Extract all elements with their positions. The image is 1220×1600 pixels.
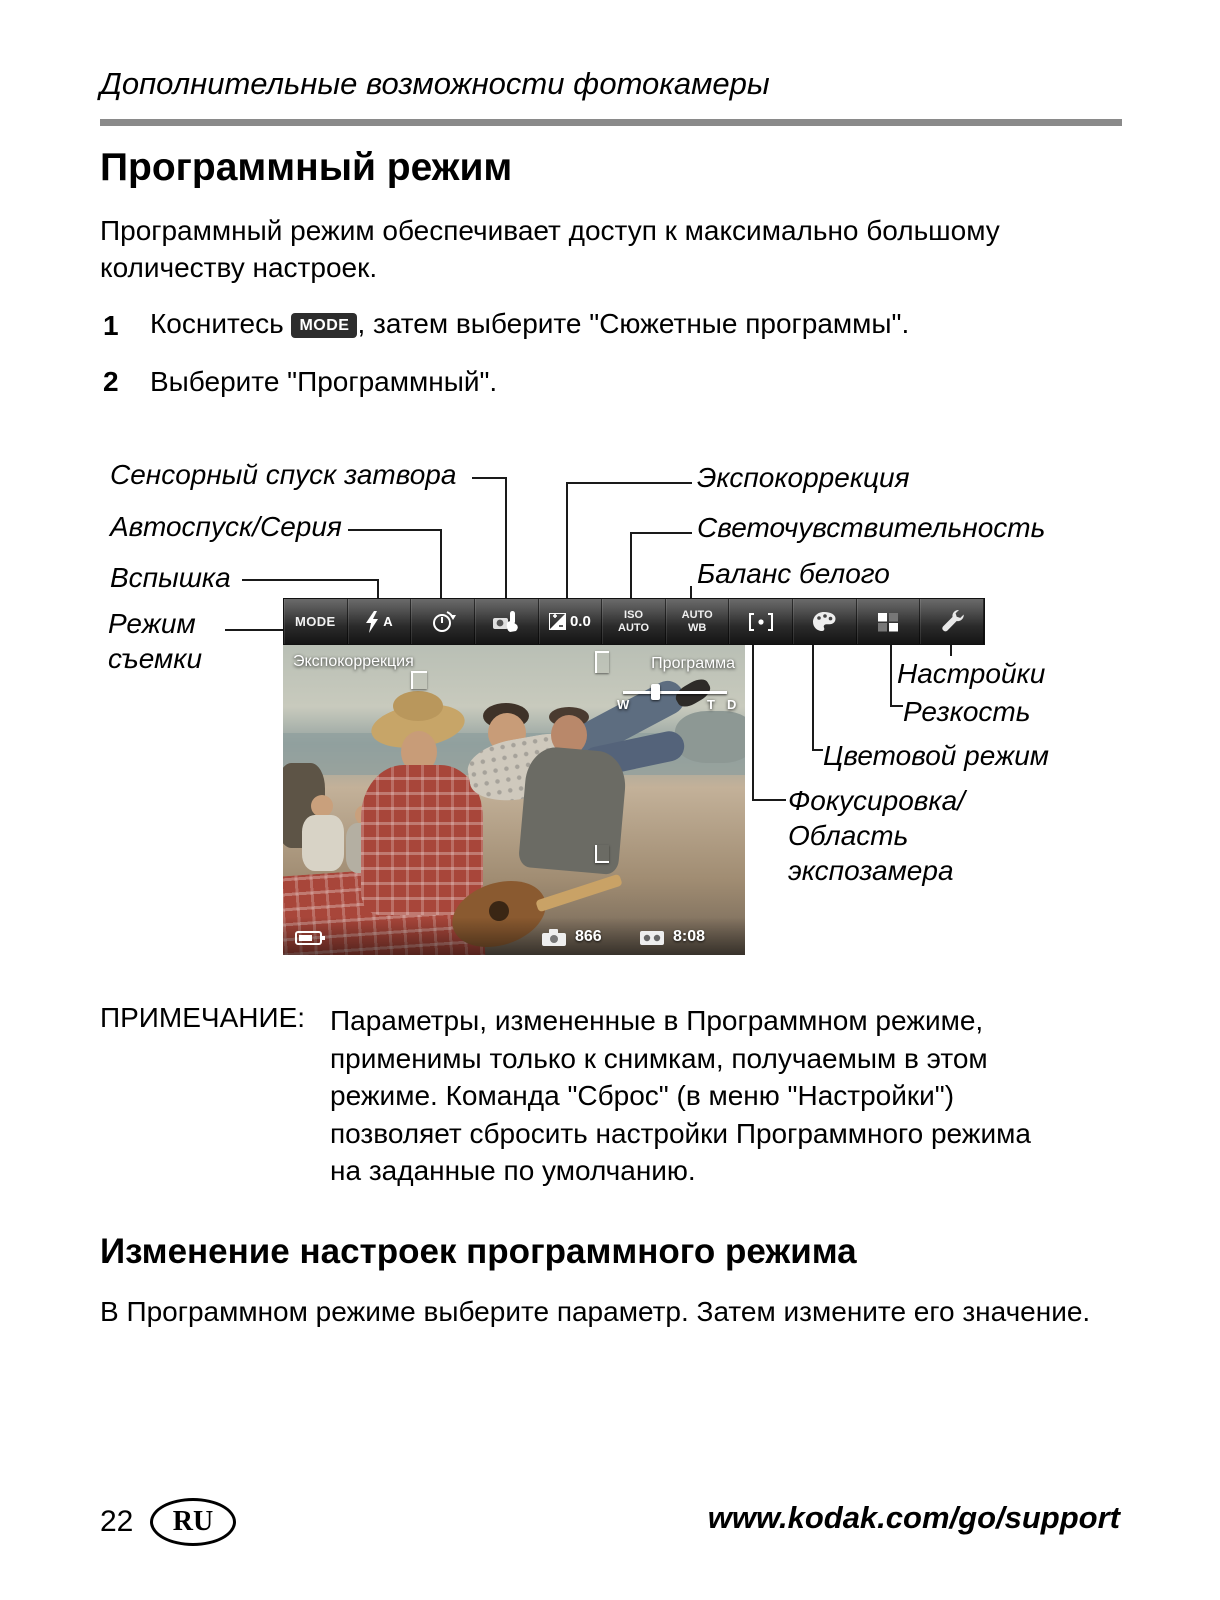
section-body: В Программном режиме выберите параметр. Затем измените его значение. bbox=[100, 1296, 1091, 1327]
support-url: www.kodak.com/go/support bbox=[707, 1500, 1120, 1535]
callout-line bbox=[440, 529, 442, 598]
page-number: 22 bbox=[100, 1505, 134, 1538]
callout-line bbox=[752, 799, 786, 801]
callout-flash: Вспышка bbox=[110, 562, 231, 593]
language-badge: RU bbox=[150, 1498, 236, 1546]
zoom-slider-track bbox=[623, 691, 727, 694]
callout-touch-shutter: Сенсорный спуск затвора bbox=[110, 459, 457, 490]
settings-button bbox=[920, 599, 984, 644]
zoom-tele-label: T bbox=[707, 697, 715, 712]
callout-line bbox=[242, 579, 379, 581]
callout-line bbox=[566, 482, 692, 484]
focus-area-icon bbox=[747, 611, 775, 633]
battery-icon bbox=[295, 930, 326, 946]
photo-straw-hat-top bbox=[393, 691, 443, 721]
sharpness-icon bbox=[876, 611, 900, 633]
camera-icon bbox=[541, 928, 567, 947]
color-mode-button bbox=[793, 599, 857, 644]
note-label: ПРИМЕЧАНИЕ: bbox=[100, 1002, 306, 1033]
live-view-photo bbox=[283, 645, 745, 955]
callout-line bbox=[812, 645, 814, 751]
step-number: 1 bbox=[103, 310, 119, 341]
callout-selftimer-burst: Автоспуск/Серия bbox=[110, 511, 342, 542]
callout-sharpness: Резкость bbox=[903, 696, 1031, 727]
photo-child-head bbox=[311, 795, 333, 817]
callout-line bbox=[630, 532, 632, 598]
selftimer-icon bbox=[430, 609, 456, 635]
touch-shutter-button bbox=[475, 599, 539, 644]
status-bar bbox=[283, 917, 745, 955]
step1-pre: Коснитесь bbox=[150, 308, 292, 339]
zoom-wide-label: W bbox=[617, 697, 630, 712]
leader-bracket bbox=[595, 651, 609, 673]
flash-auto-label: A bbox=[383, 614, 393, 629]
chapter-heading: Дополнительные возможности фотокамеры bbox=[100, 66, 770, 101]
callout-capture-mode: Режим съемки bbox=[108, 608, 203, 674]
callout-line bbox=[472, 477, 507, 479]
video-time-remaining: 8:08 bbox=[673, 928, 706, 945]
callout-line bbox=[890, 645, 892, 707]
page-title: Программный режим bbox=[100, 146, 513, 189]
flash-icon bbox=[365, 611, 379, 633]
photo-man-shirt bbox=[518, 745, 628, 875]
wb-value: AUTO bbox=[681, 609, 713, 622]
selftimer-button bbox=[411, 599, 475, 644]
touch-shutter-icon bbox=[492, 609, 520, 635]
iso-value: AUTO bbox=[618, 621, 649, 634]
leader-bracket bbox=[595, 845, 609, 863]
heading-rule bbox=[100, 119, 1122, 126]
callout-exposure-compensation: Экспокоррекция bbox=[697, 462, 910, 493]
iso-button bbox=[602, 599, 666, 644]
callout-line bbox=[377, 579, 379, 598]
callout-line bbox=[812, 749, 823, 751]
step-text: Выберите "Программный". bbox=[150, 366, 498, 397]
flash-button bbox=[348, 599, 412, 644]
leader-bracket bbox=[411, 671, 427, 689]
callout-line bbox=[890, 705, 903, 707]
section-title: Изменение настроек программного режима bbox=[100, 1232, 857, 1271]
exposure-compensation-button bbox=[539, 599, 603, 644]
overlay-program-label: Программа bbox=[651, 655, 735, 672]
callout-line bbox=[752, 645, 754, 801]
settings-wrench-icon bbox=[938, 608, 965, 635]
callout-settings: Настройки bbox=[897, 658, 1046, 689]
photo-child bbox=[302, 815, 344, 871]
color-mode-icon bbox=[811, 610, 838, 634]
mode-badge: MODE bbox=[291, 313, 357, 338]
callout-color-mode: Цветовой режим bbox=[823, 740, 1049, 771]
focus-area-button bbox=[729, 599, 793, 644]
callout-line bbox=[690, 586, 692, 598]
callout-line bbox=[348, 529, 442, 531]
callout-white-balance: Баланс белого bbox=[697, 558, 890, 589]
camera-toolbar bbox=[283, 598, 985, 645]
callout-line bbox=[950, 645, 952, 656]
overlay-exposure-label: Экспокоррекция bbox=[293, 653, 414, 670]
iso-label: ISO bbox=[624, 609, 643, 622]
video-icon bbox=[639, 929, 665, 947]
step1-post: , затем выберите "Сюжетные программы". bbox=[357, 308, 910, 339]
exposure-value: 0.0 bbox=[569, 613, 591, 630]
zoom-slider-handle bbox=[651, 684, 660, 700]
callout-focus-metering: Фокусировка/Область экспозамера bbox=[788, 785, 965, 886]
mode-button-label: MODE bbox=[295, 614, 336, 629]
callout-iso: Светочувствительность bbox=[697, 512, 1046, 543]
zoom-digital-label: D bbox=[727, 697, 737, 712]
callout-line bbox=[505, 477, 507, 598]
photo-woman-plaid-shirt bbox=[361, 765, 483, 915]
intro-paragraph: Программный режим обеспечивает доступ к максимально большому количеству настроек. bbox=[100, 215, 1000, 284]
note-body: Параметры, измененные в Программном режиме, применимы только к снимкам, получаемым в этом режиме. Команда "Сброс" (в меню "Настройки") позволяет сбросить настройки Программного режима на заданные по умолчанию. bbox=[330, 1005, 1031, 1187]
mode-button bbox=[284, 599, 348, 644]
step-text bbox=[150, 308, 909, 341]
callout-line bbox=[630, 532, 692, 534]
pictures-remaining: 866 bbox=[575, 928, 602, 945]
callout-line bbox=[225, 629, 283, 631]
step-number: 2 bbox=[103, 366, 119, 397]
callout-line bbox=[566, 482, 568, 598]
sharpness-button bbox=[857, 599, 921, 644]
exposure-compensation-icon bbox=[549, 613, 566, 630]
photo-guitar-neck bbox=[535, 874, 622, 913]
wb-label: WB bbox=[688, 621, 707, 634]
photo-rock bbox=[675, 711, 745, 763]
white-balance-button bbox=[666, 599, 730, 644]
